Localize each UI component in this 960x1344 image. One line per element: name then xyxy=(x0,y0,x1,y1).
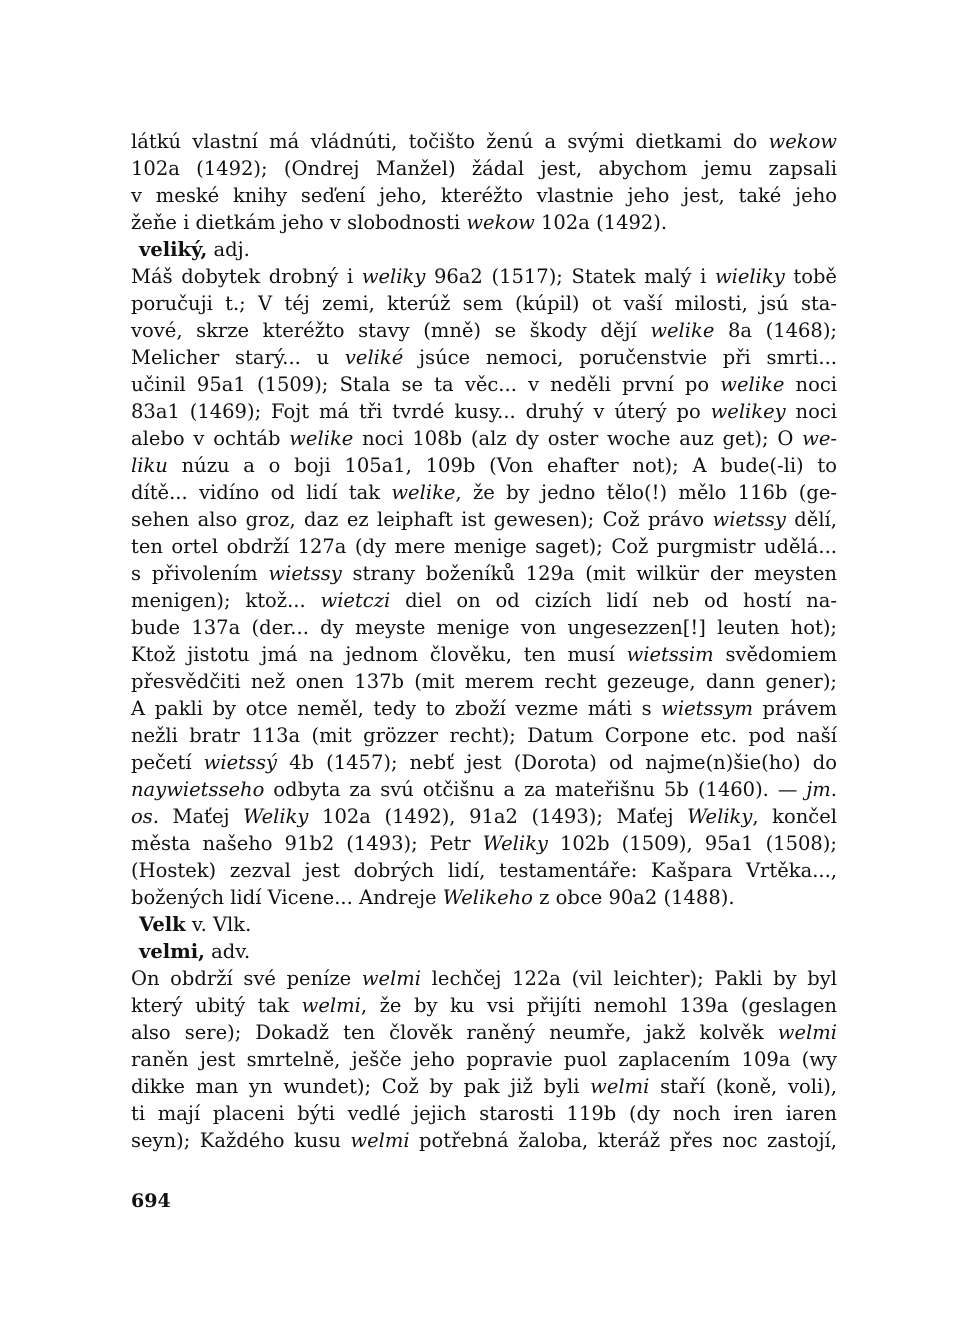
text-line: božených lidí Vicene... Andreje Welikeho z obce 90a2 (1488). xyxy=(131,886,735,909)
text-line: poručuji t.; V téj zemi, kterúž sem (kúpil) ot vaší milosti, jsú sta- xyxy=(131,292,837,315)
text-line: ti mají placeni býti vedlé jejich starosti 119b (dy noch iren iaren xyxy=(131,1102,837,1125)
text-line: alebo v ochtáb welike noci 108b (alz dy oster woche auz get); O we- xyxy=(131,427,837,450)
entry-headword-line: veliký, adj. xyxy=(139,238,250,261)
text-line: látkú vlastní má vládnúti, točišto ženú a svými dietkami do wekow xyxy=(131,130,837,153)
entry-headword-line: velmi, adv. xyxy=(139,940,251,963)
text-line: nežli bratr 113a (mit grözzer recht); Datum Corpone etc. pod naší xyxy=(131,724,837,747)
text-line: žeňe i dietkám jeho v slobodnosti wekow 102a (1492). xyxy=(131,211,668,234)
text-line: Melicher starý... u veliké jsúce nemoci, poručenstvie při smrti... xyxy=(131,346,837,369)
text-line: 83a1 (1469); Fojt má tři tvrdé kusy... druhý v úterý po welikey noci xyxy=(131,400,838,423)
text-line: učinil 95a1 (1509); Stala se ta věc... v neděli první po welike noci xyxy=(131,373,838,396)
text-line: pečetí wietssý 4b (1457); nebť jest (Dorota) od najme(n)šie(ho) do xyxy=(131,751,837,774)
text-line: v meské knihy seďení jeho, kteréžto vlastnie jeho jest, také jeho xyxy=(131,184,837,207)
text-line: s přivolením wietssy strany boženíků 129a (mit wilkür der meysten xyxy=(131,562,837,585)
entry-headword-line: Velk v. Vlk. xyxy=(139,913,252,936)
text-line: (Hostek) zezval jest dobrých lidí, testamentáře: Kašpara Vrtěka..., xyxy=(131,859,837,882)
page-number: 694 xyxy=(131,1190,171,1212)
text-line: naywietsseho odbyta za svú otčišnu a za mateřišnu 5b (1460). — jm. xyxy=(131,778,837,801)
text-line: města našeho 91b2 (1493); Petr Weliky 102b (1509), 95a1 (1508); xyxy=(131,832,837,855)
text-line: vové, skrze kteréžto stavy (mně) se škody dějí welike 8a (1468); xyxy=(131,319,837,342)
text-line: A pakli by otce neměl, tedy to zboží vezme máti s wietssym právem xyxy=(131,697,837,720)
text-line: Ktož jistotu jmá na jednom člověku, ten musí wietssim svědomiem xyxy=(131,643,837,666)
page-body xyxy=(131,128,837,1154)
text-line: seyn); Každého kusu welmi potřebná žaloba, kteráž přes noc zastojí, xyxy=(131,1129,837,1152)
text-line: dítě... vidíno od lidí tak welike, že by jedno tělo(!) mělo 116b (ge- xyxy=(131,481,837,504)
text-line: also sere); Dokadž ten člověk raněný neumře, jakž kolvěk welmi xyxy=(131,1021,837,1044)
text-line: ten ortel obdrží 127a (dy mere menige saget); Což purgmistr udělá... xyxy=(131,535,837,558)
text-line: bude 137a (der... dy meyste menige von ungesezzen[!] leuten hot); xyxy=(131,616,837,639)
text-line: raněn jest smrtelně, ješče jeho popravie puol zaplacením 109a (wy xyxy=(131,1048,837,1071)
text-line: On obdrží své peníze welmi lechčej 122a (vil leichter); Pakli by byl xyxy=(131,967,837,990)
text-line: který ubitý tak welmi, že by ku vsi přijíti nemohl 139a (geslagen xyxy=(131,994,837,1017)
text-line: liku núzu a o boji 105a1, 109b (Von ehafter not); A bude(-li) to xyxy=(131,454,837,477)
text-line: os. Maťej Weliky 102a (1492), 91a2 (1493); Maťej Weliky, končel xyxy=(131,805,837,828)
text-line: dikke man yn wundet); Což by pak již byli welmi staří (koně, voli), xyxy=(131,1075,837,1098)
text-line: menigen); ktož... wietczi diel on od cizích lidí neb od hostí na- xyxy=(131,589,837,612)
text-line: sehen also groz, daz ez leiphaft ist gewesen); Což právo wietssy dělí, xyxy=(131,508,837,531)
text-line: 102a (1492); (Ondrej Manžel) žádal jest, abychom jemu zapsali xyxy=(131,157,837,180)
text-line: Máš dobytek drobný i weliky 96a2 (1517); Statek malý i wieliky tobě xyxy=(131,265,837,288)
text-line: přesvědčiti než onen 137b (mit merem recht gezeuge, dann gener); xyxy=(131,670,837,693)
